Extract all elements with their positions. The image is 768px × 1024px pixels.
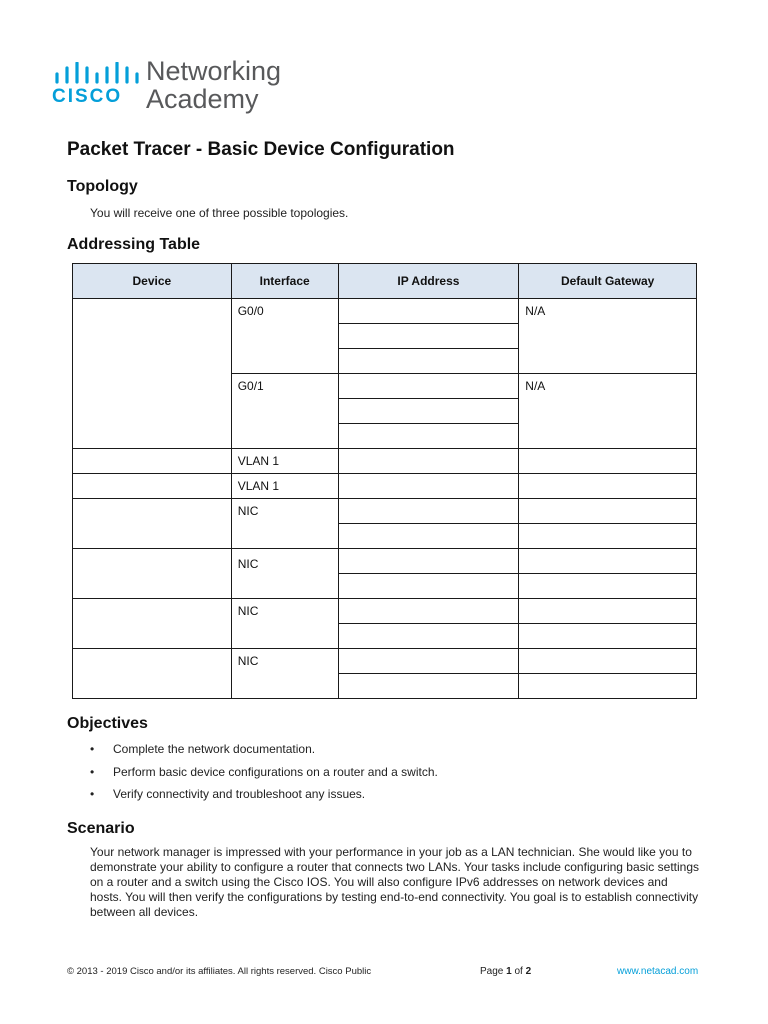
objective-text: Verify connectivity and troubleshoot any issues. [113,787,366,801]
table-row [73,549,697,574]
interface-cell: NIC [231,499,338,549]
device-cell [73,499,232,549]
ip-address-cell [338,474,519,499]
scenario-text: Your network manager is impressed with your performance in your job as a LAN technician. She would like you to demonstrate your ability to configure a router that connects two LANs. Your tasks include configuring basic settings on a router and a switch using the Cisco IOS. You will also configure IPv6 addresses on network devices and hosts. You will then verify the configurations by testing end-to-end connectivity. You goal is to establish connectivity between all devices. [90,845,699,919]
ip-address-cell [338,524,519,549]
cisco-bars-icon [54,62,146,86]
ip-address-cell [338,449,519,474]
ip-address-cell [338,424,519,449]
logo-academy-text: Academy [146,84,259,114]
gateway-cell [519,474,697,499]
column-header-default-gateway: Default Gateway [519,264,697,299]
device-cell [73,649,232,699]
ip-address-cell [338,349,519,374]
page-total: 2 [525,966,532,977]
cisco-networking-academy-logo [52,56,312,118]
footer-copyright: © 2013 - 2019 Cisco and/or its affiliates. All rights reserved. Cisco Public [67,966,372,977]
table-header-row [73,264,697,299]
gateway-cell [519,624,697,649]
page-title: Packet Tracer - Basic Device Configuration [67,139,455,160]
bullet: • [90,787,95,801]
topology-heading: Topology [67,178,138,195]
device-cell [73,549,232,599]
interface-cell: VLAN 1 [231,449,338,474]
interface-cell: VLAN 1 [231,474,338,499]
cisco-wordmark: CISCO [52,86,123,107]
list-item [90,787,438,810]
objective-text: Complete the network documentation. [113,742,316,756]
table-row [73,474,697,499]
ip-address-cell [338,374,519,399]
topology-text: You will receive one of three possible topologies. [90,206,349,220]
table-row [73,449,697,474]
addressing-table [72,263,697,699]
bullet: • [90,742,95,756]
interface-cell: G0/0 [231,299,338,374]
table-row [73,299,697,324]
ip-address-cell [338,299,519,324]
device-cell [73,474,232,499]
column-header-interface: Interface [231,264,338,299]
ip-address-cell [338,599,519,624]
bullet: • [90,764,95,779]
interface-cell: NIC [231,599,338,649]
ip-address-cell [338,549,519,574]
list-item [90,742,438,765]
gateway-cell [519,599,697,624]
gateway-cell [519,549,697,574]
interface-cell: NIC [231,649,338,699]
column-header-device: Device [73,264,232,299]
page-current: 1 [506,966,512,977]
interface-cell: G0/1 [231,374,338,449]
ip-address-cell [338,574,519,599]
ip-address-cell [338,324,519,349]
ip-address-cell [338,499,519,524]
objective-text: Perform basic device configurations on a router and a switch. [113,764,438,779]
device-cell [73,299,232,449]
objectives-heading: Objectives [67,715,148,732]
list-item [90,765,438,788]
footer-page-number [480,966,531,977]
gateway-cell [519,649,697,674]
addressing-table-heading: Addressing Table [67,236,201,253]
device-cell [73,599,232,649]
page-word: Page [480,966,504,977]
table-row [73,499,697,524]
gateway-cell: N/A [519,374,697,449]
column-header-ip-address: IP Address [338,264,519,299]
ip-address-cell [338,624,519,649]
objectives-list [90,742,438,810]
ip-address-cell [338,674,519,699]
gateway-cell [519,574,697,599]
table-row [73,649,697,674]
table-row [73,599,697,624]
scenario-heading: Scenario [67,820,135,837]
device-cell [73,449,232,474]
page-of: of [514,966,523,977]
logo-networking-text: Networking [146,56,282,86]
gateway-cell [519,674,697,699]
ip-address-cell [338,649,519,674]
footer-website-link[interactable]: www.netacad.com [617,966,699,977]
ip-address-cell [338,399,519,424]
gateway-cell [519,499,697,524]
gateway-cell [519,524,697,549]
gateway-cell [519,449,697,474]
interface-cell: NIC [231,549,338,599]
gateway-cell: N/A [519,299,697,374]
